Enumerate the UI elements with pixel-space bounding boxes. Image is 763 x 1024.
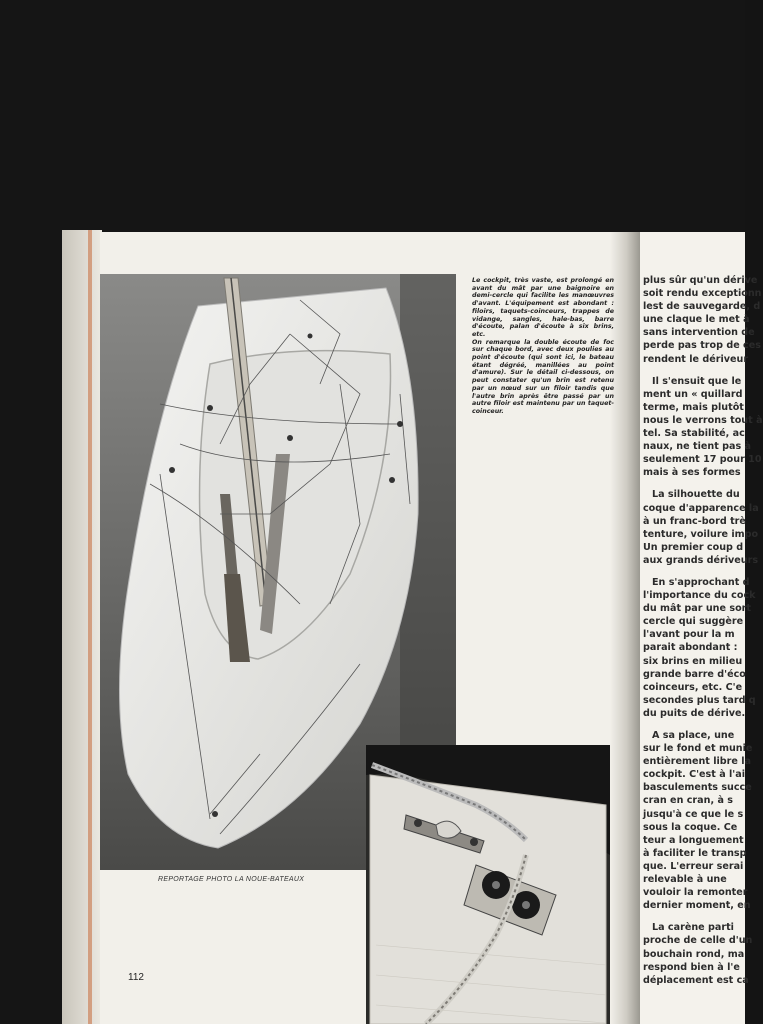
text-line: aux grands dériveurs — [643, 554, 759, 566]
text-line: naux, ne tient pas à — [643, 441, 751, 453]
text-line: bouchain rond, ma — [643, 948, 745, 960]
text-line: respond bien à l'e — [643, 961, 740, 973]
text-line: entièrement libre la — [643, 756, 751, 768]
text-line: La carène parti — [652, 922, 734, 934]
text-line: du puits de dérive. — [643, 707, 746, 719]
text-line: vouloir la remonter — [643, 887, 748, 899]
text-line: une claque le met à — [643, 314, 750, 326]
page-number: 112 — [128, 972, 144, 983]
text-line: cran en cran, à s — [643, 795, 733, 807]
text-line: six brins en milieu — [643, 655, 743, 667]
text-line: rendent le dériveur — [643, 353, 749, 365]
text-line: perde pas trop de ces — [643, 340, 761, 352]
text-line: secondes plus tard q — [643, 694, 756, 706]
text-line: lest de sauvegarde, d — [643, 301, 761, 313]
text-line: plus sûr qu'un dérive — [643, 275, 758, 286]
text-line: jusqu'à ce que le s — [643, 808, 744, 820]
text-line: sur le fond et munie — [643, 743, 753, 755]
text-line: sous la coque. Ce — [643, 821, 738, 833]
text-line: teur a longuement — [643, 834, 744, 846]
text-line: à un franc-bord trè — [643, 515, 746, 527]
photo-credit: REPORTAGE PHOTO LA NOUE-BATEAUX — [158, 876, 305, 883]
text-line: l'importance du cock — [643, 590, 756, 602]
page-edge — [62, 230, 102, 1024]
text-line: basculements succe — [643, 782, 752, 794]
text-line: à faciliter le transp — [643, 847, 747, 859]
text-line: l'avant pour la m — [643, 629, 735, 641]
text-line: proche de celle d'un — [643, 935, 753, 947]
text-line: cercle qui suggère — [643, 616, 744, 628]
text-line: ment un « quillard — [643, 388, 743, 400]
page-gutter — [610, 232, 640, 1024]
text-line: parait abondant : — [643, 642, 738, 654]
caption-paragraph-2: On remarque la double écoute de foc sur chaque bord, avec deux poulies au point d'écoute (qui sont ici, le bateau étant dégréé, manillées au point d'amure). Sur le détail ci-dessous, on peut constater qu'un brin est retenu par un nœud sur un filoir tandis que l'autre brin après être passé par un autre filoir est maintenu par un taquet-coinceur. — [472, 338, 614, 415]
text-line: La silhouette du — [652, 489, 740, 501]
right-page-text-column — [643, 274, 763, 987]
photo-caption — [472, 277, 614, 416]
text-line: du mât par une sort — [643, 603, 751, 615]
text-line: sans intervention de — [643, 327, 755, 339]
text-line: seulement 17 pour 10 — [643, 454, 762, 466]
text-line: Il s'ensuit que le — [652, 375, 742, 387]
caption-paragraph-1: Le cockpit, très vaste, est prolongé en avant du mât par une baignoire en demi-cercle qui facilite les manœuvres d'avant. L'équipement est abondant : filoirs, taquets-coinceurs, trappes de vidange, sangles, hale-bas, barre d'écoute, palan d'écoute à six brins, etc. — [472, 277, 614, 338]
text-line: terme, mais plutôt — [643, 401, 744, 413]
text-line: nous le verrons tout à — [643, 414, 763, 426]
text-line: coinceurs, etc. C'e — [643, 681, 743, 693]
text-line: dernier moment, en — [643, 900, 751, 912]
text-line: coque d'apparence la — [643, 502, 759, 514]
detail-photo-cleat — [366, 745, 610, 1024]
text-line: tenture, voilure impo — [643, 528, 759, 540]
text-line: que. L'erreur serai — [643, 860, 744, 872]
text-line: mais à ses formes — [643, 467, 741, 479]
text-line: déplacement est ca — [643, 974, 749, 986]
text-line: relevable à une — [643, 874, 727, 886]
text-line: cockpit. C'est à l'ai — [643, 769, 745, 781]
text-line: A sa place, une — [652, 730, 735, 741]
text-line: Un premier coup d — [643, 541, 744, 553]
text-line: grande barre d'éco — [643, 668, 746, 680]
text-line: tel. Sa stabilité, ac — [643, 428, 745, 440]
text-line: soit rendu exceptionn — [643, 288, 762, 300]
text-line: En s'approchant d — [652, 576, 750, 588]
